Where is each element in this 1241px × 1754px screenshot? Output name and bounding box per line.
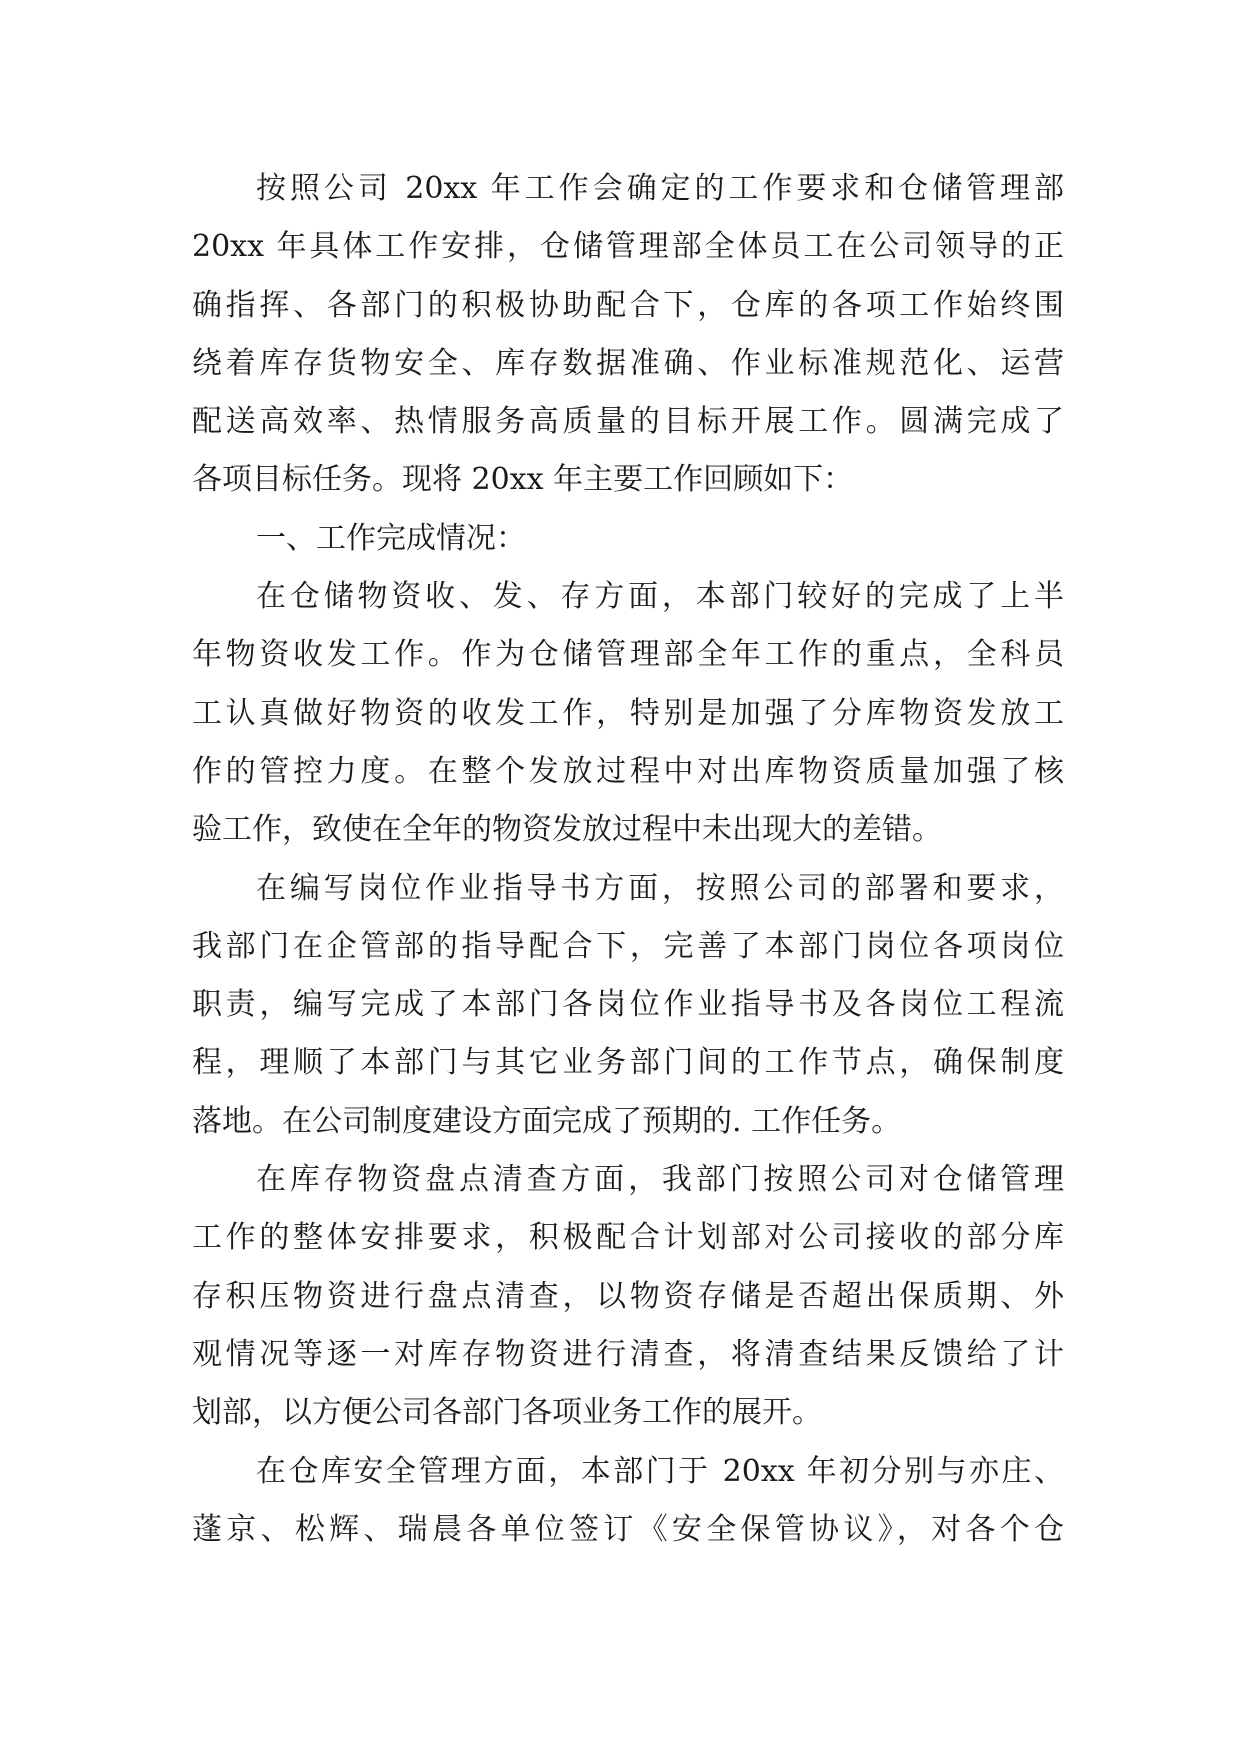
text-line: 各项目标任务。现将 20xx 年主要工作回顾如下： [192, 462, 854, 498]
text-line: 蓬京、松辉、瑞晨各单位签订《安全保管协议》，对各个仓 [192, 1511, 1064, 1547]
text-line: 工作的整体安排要求，积极配合计划部对公司接收的部分库 [192, 1220, 1064, 1256]
paragraph-storage [192, 568, 1064, 859]
text-line: 按照公司 20xx 年工作会确定的工作要求和仓储管理部 [256, 171, 1064, 206]
text-line: 验工作，致使在全年的物资发放过程中未出现大的差错。 [192, 812, 942, 848]
text-line: 20xx 年具体工作安排，仓储管理部全体员工在公司领导的正 [192, 229, 1064, 265]
text-line: 配送高效率、热情服务高质量的目标开展工作。圆满完成了 [192, 404, 1064, 440]
text-line: 职责，编写完成了本部门各岗位作业指导书及各岗位工程流 [192, 987, 1064, 1023]
text-line: 在仓库安全管理方面，本部门于 20xx 年初分别与亦庄、 [256, 1453, 1064, 1489]
text-line: 落地。在公司制度建设方面完成了预期的. 工作任务。 [192, 1103, 902, 1139]
text-line: 存积压物资进行盘点清查，以物资存储是否超出保质期、外 [192, 1278, 1064, 1314]
text-line: 在仓储物资收、发、存方面，本部门较好的完成了上半 [256, 579, 1064, 615]
text-line: 作的管控力度。在整个发放过程中对出库物资质量加强了核 [192, 753, 1064, 789]
text-line: 划部，以方便公司各部门各项业务工作的展开。 [192, 1395, 822, 1431]
text-line: 观情况等逐一对库存物资进行清查，将清查结果反馈给了计 [192, 1336, 1064, 1372]
paragraph-intro [192, 160, 1064, 510]
text-line: 绕着库存货物安全、库存数据准确、作业标准规范化、运营 [192, 345, 1064, 381]
paragraph-guidebook [192, 860, 1064, 1151]
text-line: 年物资收发工作。作为仓储管理部全年工作的重点，全科员 [192, 637, 1064, 673]
text-line: 在编写岗位作业指导书方面，按照公司的部署和要求， [256, 870, 1064, 906]
text-line: 我部门在企管部的指导配合下，完善了本部门岗位各项岗位 [192, 928, 1064, 964]
document-body [192, 160, 1064, 1559]
paragraph-safety [192, 1443, 1064, 1560]
heading-line: 一、工作完成情况： [256, 520, 526, 556]
text-line: 确指挥、各部门的积极协助配合下，仓库的各项工作始终围 [192, 287, 1064, 323]
text-line: 工认真做好物资的收发工作，特别是加强了分库物资发放工 [192, 695, 1064, 731]
section-heading [192, 510, 1064, 568]
paragraph-inventory [192, 1151, 1064, 1442]
text-line: 程，理顺了本部门与其它业务部门间的工作节点，确保制度 [192, 1045, 1064, 1081]
text-line: 在库存物资盘点清查方面，我部门按照公司对仓储管理 [256, 1162, 1064, 1198]
